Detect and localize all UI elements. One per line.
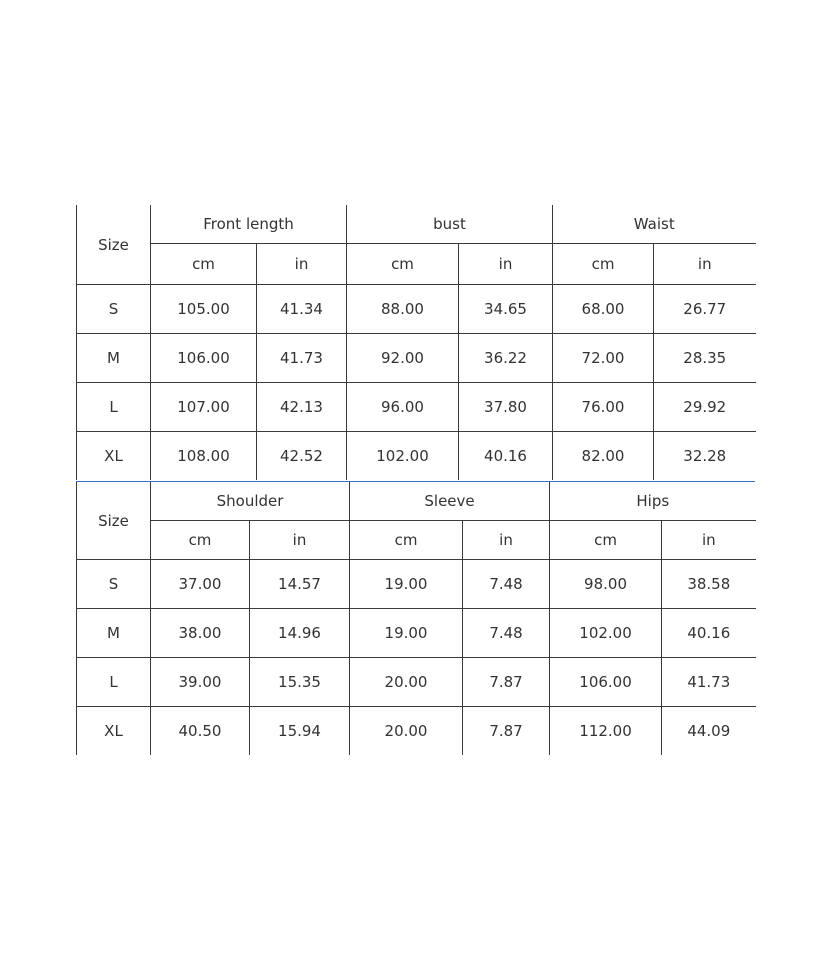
value-cell: 39.00 — [151, 658, 250, 707]
table-row — [77, 560, 756, 609]
unit-header-row — [77, 244, 756, 285]
value-cell: 36.22 — [459, 334, 553, 383]
table-row — [77, 658, 756, 707]
value-cell: 7.87 — [463, 658, 550, 707]
size-chart-table-2 — [76, 482, 756, 755]
group-header-bust: bust — [347, 205, 553, 244]
value-cell: 14.96 — [250, 609, 350, 658]
size-cell: XL — [77, 432, 151, 481]
group-header-waist: Waist — [553, 205, 756, 244]
value-cell: 40.16 — [662, 609, 756, 658]
unit-header: cm — [347, 244, 459, 285]
table-row — [77, 432, 756, 481]
value-cell: 102.00 — [550, 609, 662, 658]
value-cell: 15.94 — [250, 707, 350, 756]
value-cell: 107.00 — [151, 383, 257, 432]
value-cell: 37.80 — [459, 383, 553, 432]
value-cell: 20.00 — [350, 658, 463, 707]
value-cell: 96.00 — [347, 383, 459, 432]
value-cell: 105.00 — [151, 285, 257, 334]
unit-header: in — [654, 244, 756, 285]
value-cell: 38.00 — [151, 609, 250, 658]
value-cell: 20.00 — [350, 707, 463, 756]
value-cell: 14.57 — [250, 560, 350, 609]
group-header-shoulder: Shoulder — [151, 482, 350, 521]
unit-header: cm — [151, 244, 257, 285]
value-cell: 98.00 — [550, 560, 662, 609]
value-cell: 68.00 — [553, 285, 654, 334]
value-cell: 37.00 — [151, 560, 250, 609]
table-row — [77, 609, 756, 658]
unit-header: cm — [550, 521, 662, 560]
group-header-hips: Hips — [550, 482, 756, 521]
value-cell: 40.50 — [151, 707, 250, 756]
table-row — [77, 383, 756, 432]
table-row — [77, 707, 756, 756]
table-row — [77, 285, 756, 334]
value-cell: 41.73 — [662, 658, 756, 707]
value-cell: 15.35 — [250, 658, 350, 707]
value-cell: 106.00 — [151, 334, 257, 383]
value-cell: 32.28 — [654, 432, 756, 481]
unit-header: in — [463, 521, 550, 560]
unit-header: cm — [151, 521, 250, 560]
value-cell: 28.35 — [654, 334, 756, 383]
value-cell: 19.00 — [350, 560, 463, 609]
value-cell: 44.09 — [662, 707, 756, 756]
value-cell: 34.65 — [459, 285, 553, 334]
size-cell: M — [77, 334, 151, 383]
unit-header: cm — [350, 521, 463, 560]
value-cell: 41.34 — [257, 285, 347, 334]
value-cell: 19.00 — [350, 609, 463, 658]
value-cell: 7.48 — [463, 609, 550, 658]
size-cell: S — [77, 285, 151, 334]
value-cell: 40.16 — [459, 432, 553, 481]
value-cell: 26.77 — [654, 285, 756, 334]
unit-header: in — [662, 521, 756, 560]
size-cell: XL — [77, 707, 151, 756]
unit-header: in — [459, 244, 553, 285]
value-cell: 42.52 — [257, 432, 347, 481]
value-cell: 108.00 — [151, 432, 257, 481]
size-header: Size — [77, 482, 151, 560]
value-cell: 102.00 — [347, 432, 459, 481]
value-cell: 38.58 — [662, 560, 756, 609]
size-cell: M — [77, 609, 151, 658]
value-cell: 72.00 — [553, 334, 654, 383]
value-cell: 92.00 — [347, 334, 459, 383]
table-row — [77, 334, 756, 383]
value-cell: 7.48 — [463, 560, 550, 609]
size-cell: S — [77, 560, 151, 609]
value-cell: 41.73 — [257, 334, 347, 383]
unit-header-row — [77, 521, 756, 560]
value-cell: 76.00 — [553, 383, 654, 432]
size-chart-table-1 — [76, 205, 756, 480]
group-header-row — [77, 205, 756, 244]
value-cell: 82.00 — [553, 432, 654, 481]
value-cell: 29.92 — [654, 383, 756, 432]
value-cell: 88.00 — [347, 285, 459, 334]
value-cell: 42.13 — [257, 383, 347, 432]
unit-header: in — [257, 244, 347, 285]
value-cell: 112.00 — [550, 707, 662, 756]
group-header-sleeve: Sleeve — [350, 482, 550, 521]
size-header: Size — [77, 205, 151, 285]
size-cell: L — [77, 383, 151, 432]
unit-header: cm — [553, 244, 654, 285]
unit-header: in — [250, 521, 350, 560]
size-cell: L — [77, 658, 151, 707]
group-header-row — [77, 482, 756, 521]
value-cell: 7.87 — [463, 707, 550, 756]
value-cell: 106.00 — [550, 658, 662, 707]
group-header-front-length: Front length — [151, 205, 347, 244]
